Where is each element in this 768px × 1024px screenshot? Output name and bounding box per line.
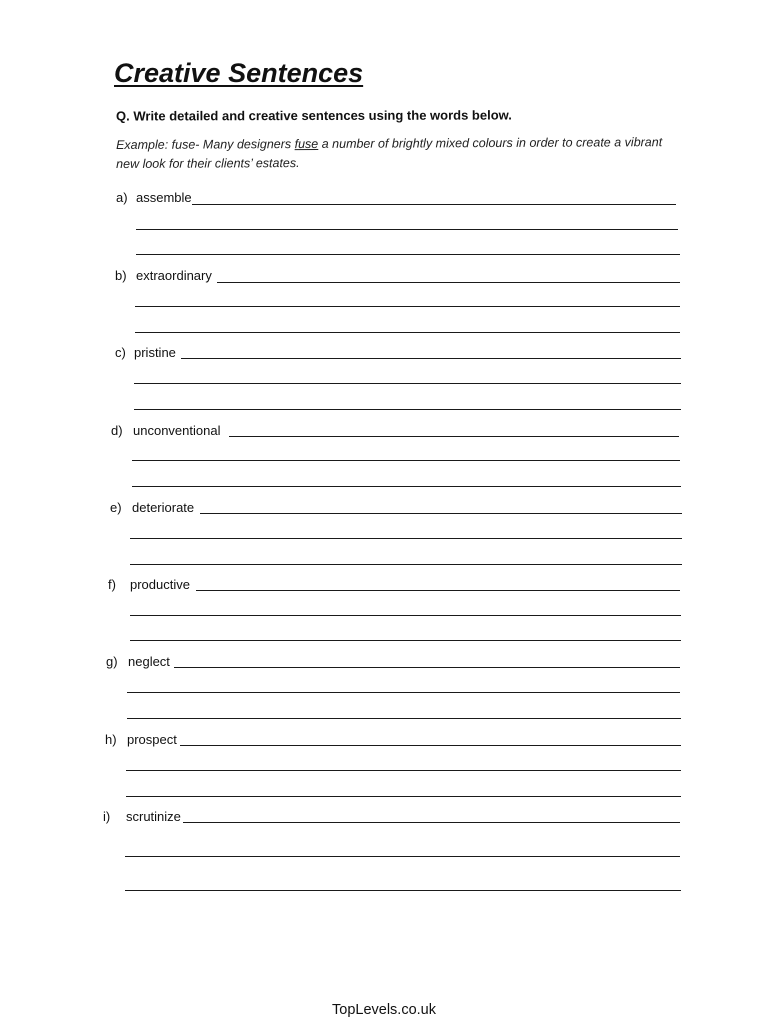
question-instruction: Q. Write detailed and creative sentences using the words below. — [115, 107, 512, 124]
answer-line[interactable] — [192, 204, 676, 205]
answer-line[interactable] — [126, 796, 681, 797]
answer-line[interactable] — [127, 692, 680, 693]
answer-line[interactable] — [126, 770, 681, 771]
answer-line[interactable] — [180, 745, 681, 746]
answer-line[interactable] — [134, 409, 681, 410]
answer-line[interactable] — [183, 822, 680, 823]
answer-line[interactable] — [130, 615, 681, 616]
item-letter: f) — [108, 577, 116, 592]
item-word: assemble — [136, 190, 192, 205]
answer-line[interactable] — [200, 513, 682, 514]
answer-line[interactable] — [135, 306, 680, 307]
answer-line[interactable] — [130, 564, 682, 565]
answer-line[interactable] — [134, 383, 681, 384]
answer-line[interactable] — [130, 640, 681, 641]
answer-line[interactable] — [125, 890, 681, 891]
item-letter: e) — [110, 500, 122, 515]
item-word: prospect — [127, 732, 177, 747]
item-word: productive — [130, 577, 190, 592]
answer-line[interactable] — [130, 538, 682, 539]
item-word: pristine — [134, 345, 176, 360]
example-prefix: Example: fuse- Many designers — [116, 137, 295, 152]
item-word: deteriorate — [132, 500, 195, 515]
example-suffix: a number of brightly mixed colours in order to create a vibrant new look for their clients’ estates. — [116, 135, 663, 171]
answer-line[interactable] — [132, 460, 680, 461]
item-letter: d) — [111, 423, 123, 438]
item-word: extraordinary — [136, 268, 212, 283]
item-letter: a) — [116, 190, 128, 205]
answer-line[interactable] — [125, 856, 680, 857]
item-letter: g) — [106, 654, 118, 669]
example-keyword: fuse — [294, 136, 319, 152]
answer-line[interactable] — [127, 718, 681, 719]
answer-line[interactable] — [181, 358, 681, 359]
source-footer: TopLevels.co.uk — [332, 1002, 436, 1018]
page-title: Creative Sentences — [114, 58, 364, 88]
item-word: scrutinize — [126, 809, 181, 824]
answer-line[interactable] — [135, 332, 680, 333]
item-word: unconventional — [133, 423, 221, 438]
answer-line[interactable] — [229, 436, 679, 437]
item-letter: h) — [105, 732, 117, 747]
answer-line[interactable] — [136, 229, 678, 230]
item-letter: c) — [115, 345, 126, 360]
answer-line[interactable] — [217, 282, 680, 283]
example-sentence — [116, 133, 688, 174]
answer-line[interactable] — [136, 254, 680, 255]
item-letter: i) — [103, 809, 111, 824]
answer-line[interactable] — [174, 667, 680, 668]
answer-line[interactable] — [196, 590, 680, 591]
item-word: neglect — [128, 654, 170, 669]
answer-line[interactable] — [132, 486, 681, 487]
item-letter: b) — [115, 268, 127, 283]
